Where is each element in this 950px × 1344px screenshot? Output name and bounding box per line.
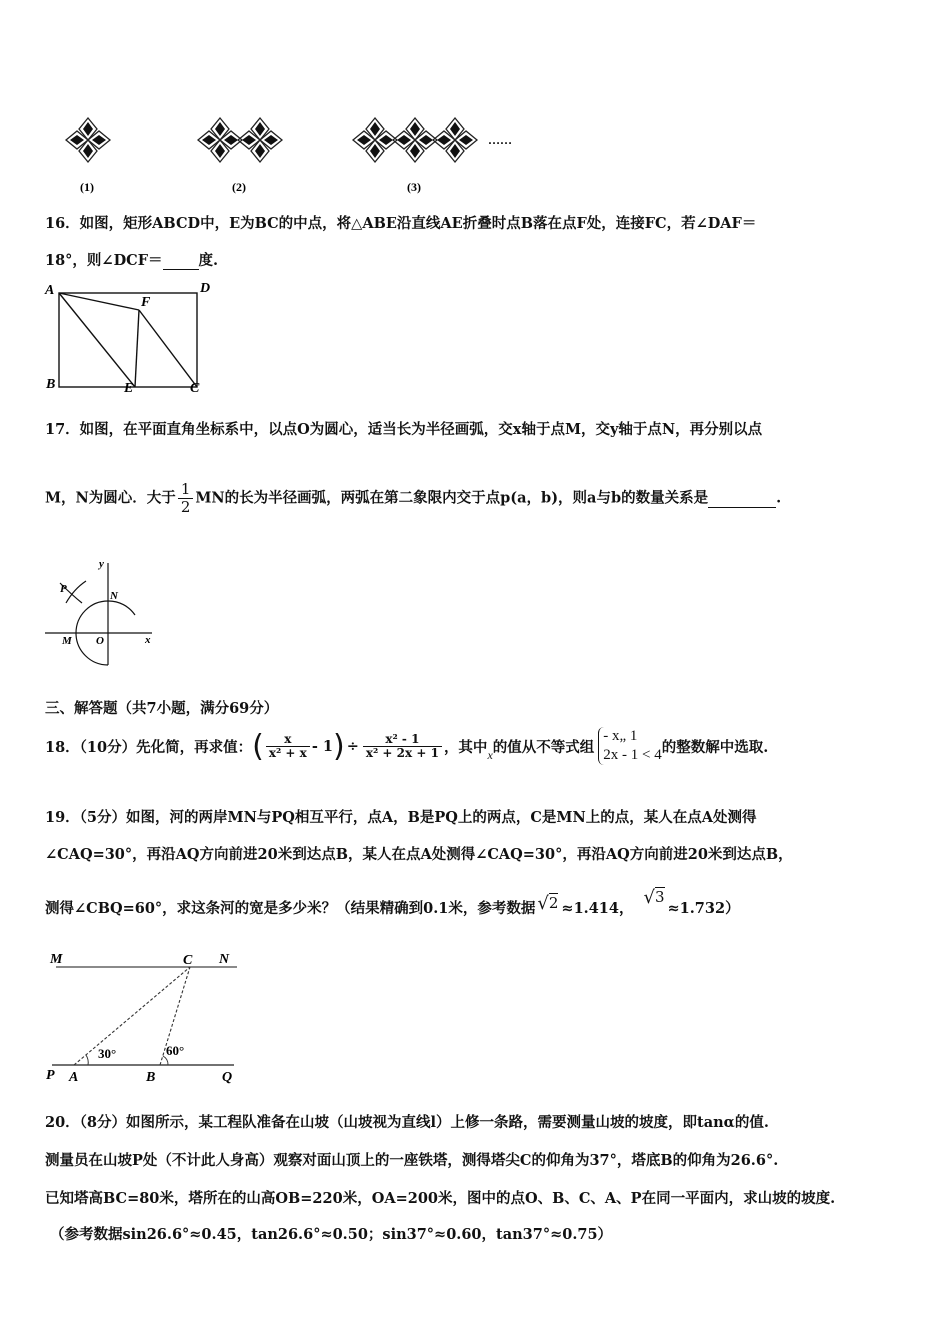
q18-left-paren: ( — [252, 728, 264, 764]
q17-figure — [40, 555, 170, 670]
q18-f2-den: x² + 2x + 1 — [365, 745, 439, 760]
q17-line2-c: . — [776, 489, 782, 507]
pattern-label-1: (1) — [80, 180, 94, 194]
q20-line4: （参考数据sin26.6°≈0.45，tan26.6°≈0.50；sin37°≈0.60，tan37°≈0.75） — [50, 1226, 613, 1243]
q18-right-paren: ) — [332, 728, 345, 764]
q19-line3-a: 测得∠CBQ=60°，求这条河的宽是多少米？（结果精确到0.1米，参考数据 — [45, 900, 536, 917]
q19-angle-60: 60° — [166, 1043, 185, 1058]
section3-title: 三、解答题（共7小题，满分69分） — [45, 700, 279, 717]
q18-line — [45, 726, 768, 766]
q19-sqrt3-value: 3 — [654, 888, 665, 906]
q20-line3: 已知塔高BC=80米，塔所在的山高OB=220米，OA=200米，图中的点O、B、C、A、P在同一平面内，求山坡的坡度. — [45, 1190, 836, 1207]
q17-line2-b: MN的长为半径画弧，两弧在第二象限内交于点p(a，b)，则a与b的数量关系是 — [195, 489, 709, 507]
q16-label-A: A — [45, 283, 55, 298]
q18-div: ÷ — [346, 737, 359, 755]
q16-line1: 16．如图，矩形ABCD中，E为BC的中点，将△ABE沿直线AE折叠时点B落在点F处，连接FC，若∠DAF＝ — [45, 215, 757, 232]
q19-label-P: P — [46, 1068, 55, 1083]
q19-sqrt3-symbol: √ — [643, 887, 655, 908]
pattern-label-2: (2) — [232, 180, 246, 194]
q16-answer-blank[interactable] — [163, 252, 199, 270]
q17-label-P: P — [60, 583, 67, 595]
q18-fraction-1 — [266, 733, 310, 760]
q18-fraction-2 — [363, 733, 442, 760]
q18-sys-line2: 2x - 1 < 4 — [603, 747, 662, 763]
q17-fraction — [178, 481, 194, 516]
q19-sqrt2-value: 2 — [548, 894, 559, 912]
q17-label-N: N — [110, 590, 118, 602]
pattern-2 — [198, 118, 282, 162]
q17-frac-den: 2 — [178, 498, 194, 516]
q20-line1: 20．（8分）如图所示，某工程队准备在山坡（山坡视为直线l）上修一条路，需要测量山坡的坡度，即tanα的值. — [45, 1114, 769, 1131]
q16-line2-b: 度. — [198, 252, 219, 269]
q19-line1: 19．（5分）如图，河的两岸MN与PQ相互平行，点A，B是PQ上的两点，C是MN上的点，某人在点A处测得 — [45, 809, 757, 826]
q17-label-O: O — [96, 635, 104, 647]
q18-f1-num: x — [266, 733, 310, 747]
q18-prefix: 18．（10分）先化简，再求值： — [45, 738, 253, 756]
pattern-figure — [50, 100, 530, 200]
q18-middle: ，其中 — [443, 738, 488, 756]
q18-inequality-system — [598, 727, 661, 765]
q17-label-y: y — [99, 558, 104, 570]
q17-line2-a: M，N为圆心．大于 — [45, 489, 176, 507]
q19-approx2: ≈1.732） — [667, 900, 740, 917]
q17-label-M: M — [62, 635, 72, 647]
q16-line2-a: 18°，则∠DCF＝ — [45, 252, 163, 269]
q19-angle-30: 30° — [98, 1046, 117, 1061]
pattern-3 — [353, 118, 477, 162]
q16-label-C: C — [190, 381, 200, 396]
q18-f2-num: x² - 1 — [363, 733, 442, 747]
q17-frac-num: 1 — [180, 480, 191, 498]
q18-f1-den: x² + x — [268, 745, 307, 760]
q19-label-B: B — [146, 1070, 156, 1085]
q16-figure — [42, 278, 222, 396]
q18-minus-one: - 1 — [311, 737, 333, 755]
q19-line3 — [45, 887, 740, 918]
q19-label-M: M — [50, 952, 63, 967]
q18-suffix: 的整数解中选取. — [661, 738, 769, 756]
q17-answer-blank[interactable] — [708, 490, 776, 508]
q19-label-C: C — [183, 953, 193, 968]
q19-line2: ∠CAQ=30°，再沿AQ方向前进20米到达点B，某人在点A处测得∠CAQ=30°，再沿AQ方向前进20米到达点B， — [45, 846, 793, 863]
q19-label-N: N — [219, 952, 230, 967]
q19-label-A: A — [69, 1070, 79, 1085]
q19-sqrt2-symbol: √ — [537, 893, 549, 914]
q16-line2 — [45, 249, 218, 270]
q16-label-F: F — [141, 295, 151, 310]
q19-approx1: ≈1.414， — [561, 900, 634, 917]
pattern-1 — [66, 118, 110, 162]
q17-label-x: x — [145, 634, 151, 646]
q18-sys-line1: - x„ 1 — [603, 728, 638, 744]
q18-var-x: x — [487, 747, 493, 762]
q17-line2 — [45, 481, 781, 516]
q16-label-E: E — [124, 381, 134, 396]
q16-label-B: B — [46, 377, 56, 392]
pattern-ellipsis: …… — [488, 133, 512, 147]
pattern-label-3: (3) — [407, 180, 421, 194]
q19-label-Q: Q — [222, 1070, 233, 1085]
q16-label-D: D — [200, 281, 211, 296]
q18-middle2: 的值从不等式组 — [492, 738, 595, 756]
q17-line1: 17．如图，在平面直角坐标系中，以点O为圆心，适当长为半径画弧，交x轴于点M，交y轴于点N，再分别以点 — [45, 421, 763, 438]
q20-line2: 测量员在山坡P处（不计此人身高）观察对面山顶上的一座铁塔，测得塔尖C的仰角为37°，塔底B的仰角为26.6°. — [45, 1152, 779, 1169]
q19-figure — [42, 945, 252, 1090]
